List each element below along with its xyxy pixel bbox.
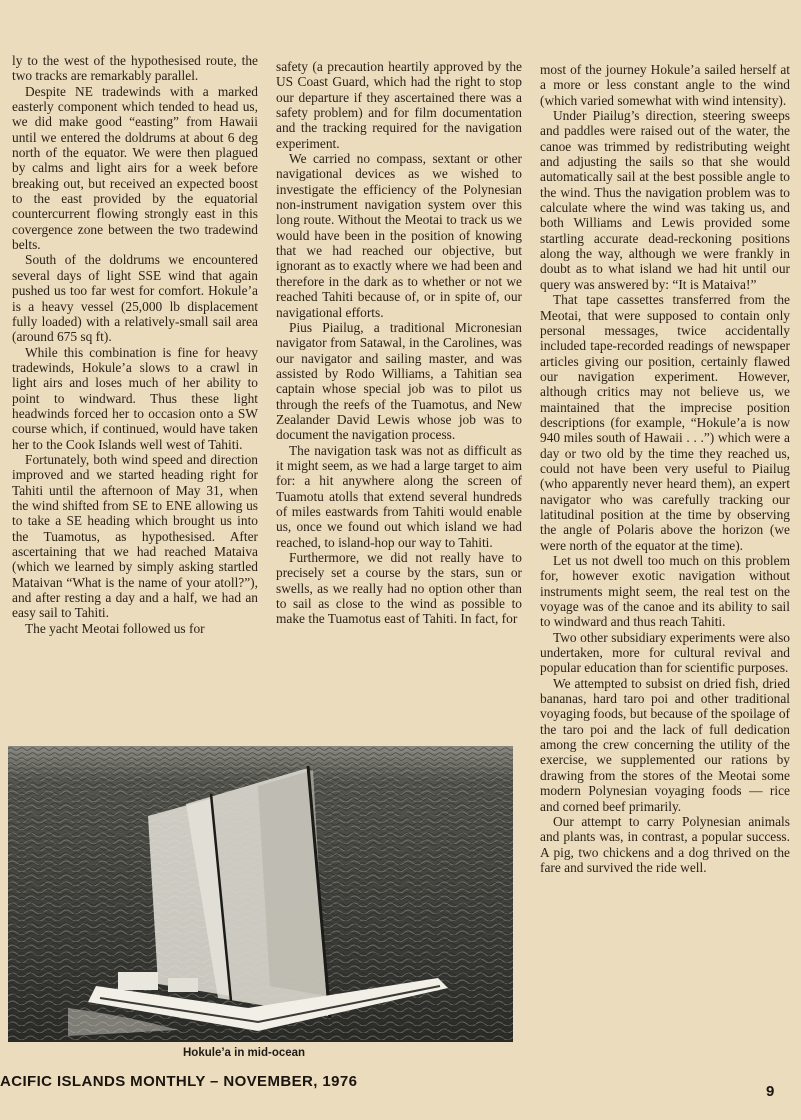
paragraph: While this combination is fine for heavy tradewinds, Hokule’a slows to a crawl in light airs and loses much of her ability to point to windward. Thus these light headwinds forced her to occasion onto a SW course which, if continued, would have taken her to the Cook Islands well west of Tahiti.	[12, 344, 258, 452]
paragraph: Fortunately, both wind speed and direction improved and we started heading right for Tahiti until the afternoon of May 31, when the wind shifted from SE to ENE allowing us to take a SE heading which brought us into the Tuamotus, as hypothesised. After ascertaining that we had reached Mataiva (which we learned by simply asking startled Mataivan “What is the name of your atoll?”), and after resting a day and a half, we had an easy sail to Tahiti.	[12, 451, 258, 621]
sailing-canoe-photo	[8, 746, 513, 1042]
paragraph: Let us not dwell too much on this problem for, however exotic navigation without instruments might seem, the real test on the voyage was of the canoe and its ability to sail to windward and thus reach Tahiti.	[540, 553, 790, 630]
article-column-3	[540, 62, 790, 875]
paragraph: Under Piailug’s direction, steering sweeps and paddles were raised out of the water, the canoe was trimmed by redistributing weight and adjusting the sails so that she would automatically sail at the best possible angle to the wind. Thus the navigation problem was to calculate where the wind was taking us, and both Williams and Lewis provided some startling accurate dead-reckoning positions along the way, although we were frankly in doubt as to what island we had hit until our query was answered by: “It is Mataiva!”	[540, 108, 790, 292]
paragraph: That tape cassettes transferred from the Meotai, that were supposed to contain only personal messages, twice accidentally included tape-recorded readings of newspaper articles giving our position, certainly flawed our navigation experiment. However, although critics may not believe us, we maintained that the imprecise position descriptions (for example, “Hokule’a is now 940 miles south of Hawaii . . .”) which were a day or two old by the time they reached us, could not have been very useful to Piailug (who apparently never heard them), an expert navigator who was carefully tracking our latitudinal position at the time by observing the angle of Polaris above the horizon (we were north of the equator at the time).	[540, 292, 790, 553]
paragraph: Our attempt to carry Polynesian animals and plants was, in contrast, a popular success. A pig, two chickens and a dog thrived on the fare and survived the ride well.	[540, 813, 790, 875]
paragraph: most of the journey Hokule’a sailed herself at a more or less constant angle to the wind (which varied somewhat with wind intensity).	[540, 62, 790, 108]
publication-footer: ACIFIC ISLANDS MONTHLY – NOVEMBER, 1976	[0, 1073, 358, 1090]
photo-caption: Hokule’a in mid-ocean	[183, 1047, 306, 1059]
paragraph: Pius Piailug, a traditional Micronesian navigator from Satawal, in the Carolines, was our navigator and sailing master, and was assisted by Rodo Williams, a Tahitian sea captain whose special job was to pilot us through the reefs of the Tuamotus, and New Zealander David Lewis whose job was to document the navigation process.	[276, 319, 522, 443]
paragraph: The navigation task was not as difficult as it might seem, as we had a large target to aim for: a hit anywhere along the screen of Tuamotu atolls that extend several hundreds of miles eastwards from Tahiti would enable us, once we found out which island we had reached, to island-hop our way to Tahiti.	[276, 442, 522, 550]
article-column-2	[276, 59, 522, 627]
paragraph: Despite NE tradewinds with a marked easterly component which tended to head us, we did make good “easting” from Hawaii until we entered the doldrums at about 6 deg north of the equator. We were then plagued by calms and light airs for a week before breaking out, but received an expected boost to the east provided by the equatorial countercurrent flowing strongly east in this covergence zone between the two tradewind belts.	[12, 83, 258, 253]
article-column-1	[12, 53, 258, 636]
paragraph: Furthermore, we did not really have to precisely set a course by the stars, sun or swells, as we really had no option other than to sail as close to the wind as possible to make the Tuamotus east of Tahiti. In fact, for	[276, 550, 522, 627]
paragraph: We carried no compass, sextant or other navigational devices as we wished to investigate the efficiency of the Polynesian non-instrument navigation system over this long route. Without the Meotai to track us we would have been in the position of knowing that we had reached our objective, but ignorant as to exactly where we had been and therefore in the dark as to whether or not we reached Tahiti because of, or in spite of, our navigational efforts.	[276, 151, 522, 320]
paragraph: South of the doldrums we encountered several days of light SSE wind that again pushed us too far west for comfort. Hokule’a is a heavy vessel (25,000 lb displacement fully loaded) with a relatively-small sail area (around 675 sq ft).	[12, 252, 258, 345]
paragraph: The yacht Meotai followed us for	[25, 620, 205, 636]
page-number: 9	[766, 1083, 775, 1100]
paragraph: ly to the west of the hypothesised route, the two tracks are remarkably parallel.	[12, 53, 258, 84]
paragraph: We attempted to subsist on dried fish, dried bananas, hard taro poi and other traditional voyaging foods, but because of the spoilage of the taro poi and the lack of full dedication among the crew concerning the utility of the exercise, we supplemented our rations by drawing from the stores of the Meotai some modern Polynesian voyaging foods — rice and corned beef primarily.	[540, 675, 790, 814]
paragraph: Two other subsidiary experiments were also undertaken, more for cultural revival and popular education than for scientific purposes.	[540, 629, 790, 676]
paragraph: safety (a precaution heartily approved by the US Coast Guard, which had the right to stop our departure if they ascertained there was a safety problem) and for film documentation and the tracking required for the navigation experiment.	[276, 59, 522, 151]
